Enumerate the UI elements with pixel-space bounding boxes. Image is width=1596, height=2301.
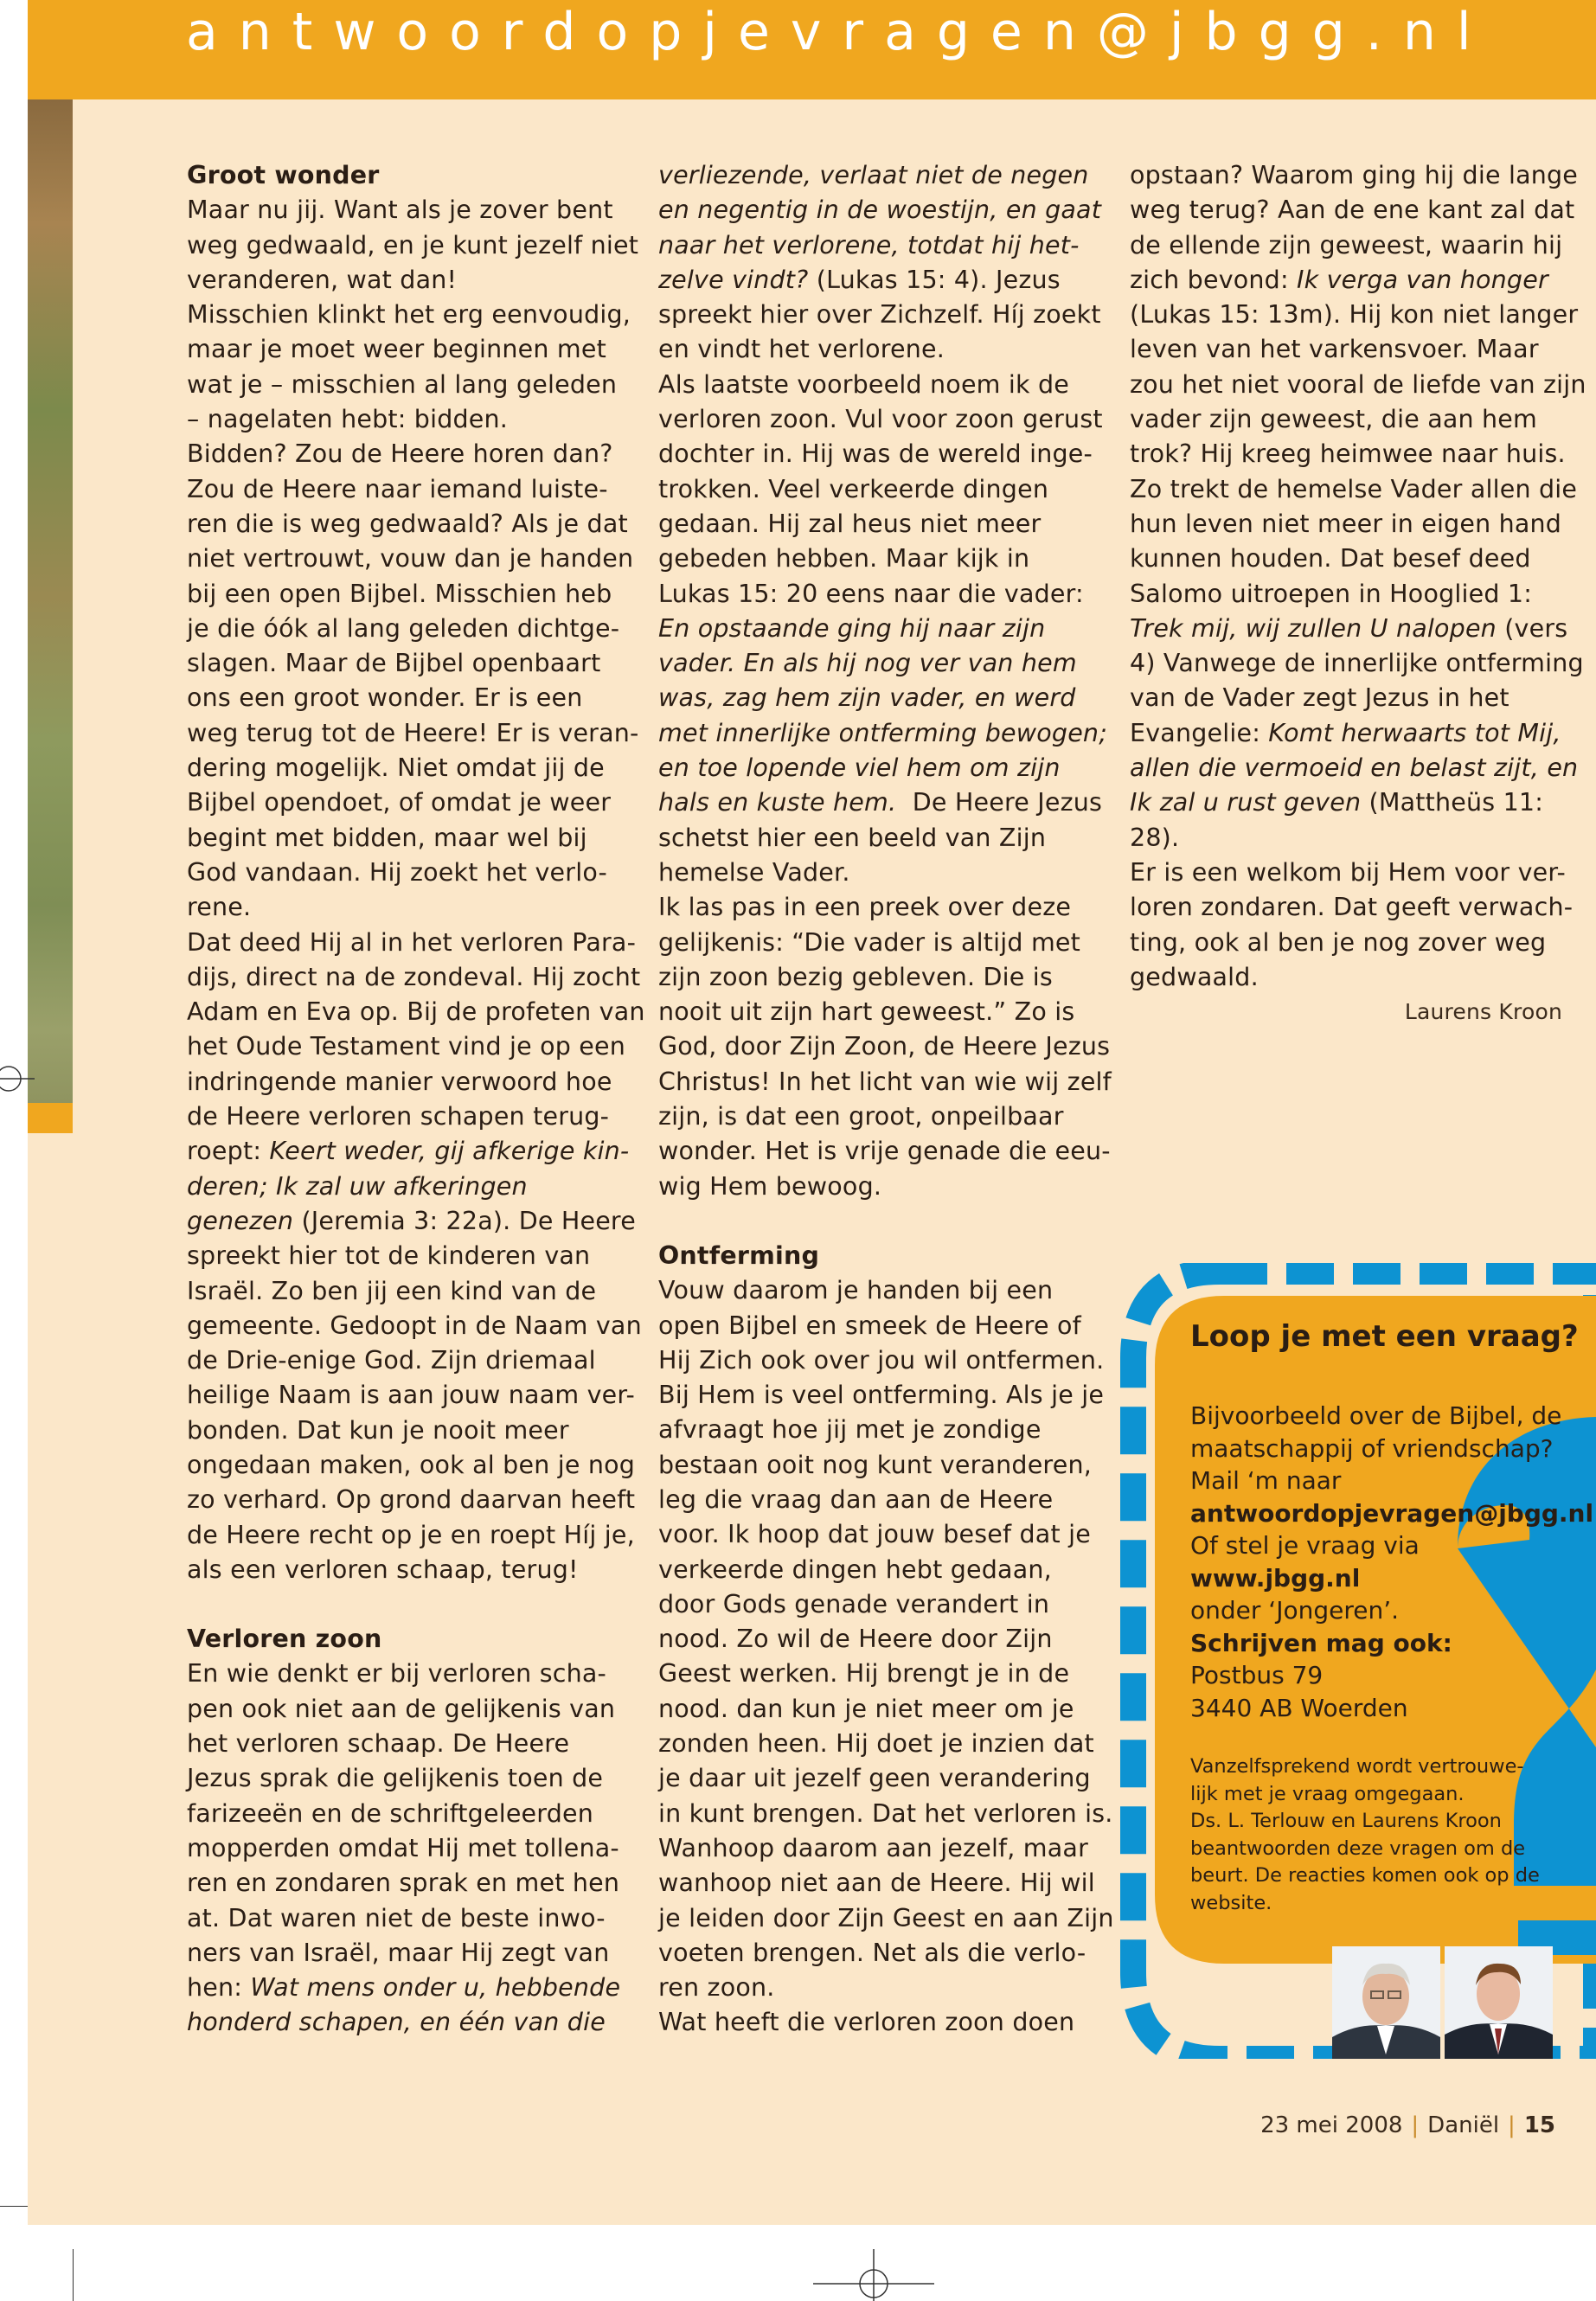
section-heading-ontferming: Ontferming xyxy=(658,1240,820,1270)
text-line: genezen (Jeremia 3: 22a). De Heere xyxy=(187,1206,636,1235)
side-photo-strip xyxy=(28,99,73,1133)
text-line: deren; Ik zal uw afkeringen xyxy=(187,1171,528,1201)
text-line: honderd schapen, en één van die xyxy=(187,2008,606,2037)
footer-magazine: Daniël xyxy=(1427,2112,1500,2138)
text-line: veranderen, wat dan! xyxy=(187,265,458,294)
text-line: roept: Keert weder, gij afkerige kin- xyxy=(187,1137,630,1166)
text-line: Dat deed Hij al in het verloren Para- xyxy=(187,927,637,957)
text-line: bestaan ooit nog kunt veranderen, xyxy=(658,1450,1092,1479)
header-email-banner: antwoordopjevragen@jbgg.nl xyxy=(186,2,1492,62)
text-line: hals en kuste hem. De Heere Jezus xyxy=(658,788,1103,817)
infobox-title: Loop je met een vraag? xyxy=(1190,1319,1579,1354)
text-line: kunnen houden. Dat besef deed xyxy=(1130,544,1531,574)
text-line: God vandaan. Hij zoekt het verlo- xyxy=(187,857,607,887)
paragraph-lines xyxy=(187,1239,642,1587)
infobox-line: Mail ‘m naar xyxy=(1190,1466,1342,1495)
text-line: weg terug? Aan de ene kant zal dat xyxy=(1130,195,1575,225)
text-line: allen die vermoeid en belast zijt, en xyxy=(1130,753,1579,783)
text-line: gemeente. Gedoopt in de Naam van xyxy=(187,1311,642,1340)
text-line: loren zondaren. Dat geeft verwach- xyxy=(1130,893,1574,922)
text-line: En opstaande ging hij naar zijn xyxy=(658,613,1046,643)
text-line: van de Vader zegt Jezus in het xyxy=(1130,683,1509,713)
infobox-line: Bijvoorbeeld over de Bijbel, de xyxy=(1190,1401,1562,1430)
text-line: indringende manier verwoord hoe xyxy=(187,1067,612,1096)
text-line: maar je moet weer beginnen met xyxy=(187,335,606,364)
text-line: farizeeën en de schriftgeleerden xyxy=(187,1798,593,1828)
text-line: open Bijbel en smeek de Heere of xyxy=(658,1311,1081,1340)
text-line: ren die is weg gedwaald? Als je dat xyxy=(187,509,628,538)
text-line: Ds. L. Terlouw en Laurens Kroon xyxy=(1190,1810,1502,1832)
text-line: En wie denkt er bij verloren scha- xyxy=(187,1659,607,1689)
text-line: Salomo uitroepen in Hooglied 1: xyxy=(1130,579,1533,608)
paragraph-lines xyxy=(187,1657,628,1971)
text-line: je daar uit jezelf geen verandering xyxy=(658,1764,1091,1793)
text-line: in kunt brengen. Dat het verloren is. xyxy=(658,1798,1113,1828)
text-line: Bij Hem is veel ontferming. Als je je xyxy=(658,1381,1105,1410)
text-line: afvraagt hoe jij met je zondige xyxy=(658,1415,1042,1445)
text-line: ons een groot wonder. Er is een xyxy=(187,683,583,713)
text-line: ren zoon. xyxy=(658,1973,775,2003)
text-line: zich bevond: Ik verga van honger xyxy=(1130,265,1548,294)
text-line: dijs, direct na de zondeval. Hij zocht xyxy=(187,962,641,991)
portrait-kroon xyxy=(1445,1946,1553,2059)
infobox-line: Of stel je vraag via xyxy=(1190,1531,1420,1560)
text-line: naar het verlorene, totdat hij het- xyxy=(658,230,1080,260)
text-line: door Gods genade verandert in xyxy=(658,1589,1050,1618)
text-line: hemelse Vader. xyxy=(658,857,850,887)
text-line: ren en zondaren sprak en met hen xyxy=(187,1868,620,1898)
text-line: schetst hier een beeld van Zijn xyxy=(658,823,1047,852)
text-line: zonden heen. Hij doet je inzien dat xyxy=(658,1729,1094,1759)
text-line: slagen. Maar de Bijbel openbaart xyxy=(187,649,601,678)
text-line: opstaan? Waarom ging hij die lange xyxy=(1130,161,1579,189)
postal-address-line: 3440 AB Woerden xyxy=(1190,1693,1408,1722)
text-line: gelijkenis: “Die vader is altijd met xyxy=(658,927,1081,957)
text-line: nood. Zo wil de Heere door Zijn xyxy=(658,1625,1053,1654)
text-line: Lukas 15: 20 eens naar die vader: xyxy=(658,579,1084,608)
text-line: mopperden omdat Hij met tollena- xyxy=(187,1833,619,1862)
text-line: zijn zoon bezig gebleven. Die is xyxy=(658,962,1053,991)
text-line: leven van het varkensvoer. Maar xyxy=(1130,335,1539,364)
text-line: Israël. Zo ben jij een kind van de xyxy=(187,1276,597,1305)
text-line: bij een open Bijbel. Misschien heb xyxy=(187,579,612,608)
text-line: Adam en Eva op. Bij de profeten van xyxy=(187,997,645,1027)
text-line: weg terug tot de Heere! Er is veran- xyxy=(187,718,639,747)
text-line: pen ook niet aan de gelijkenis van xyxy=(187,1694,616,1723)
text-line: Vouw daarom je handen bij een xyxy=(658,1276,1054,1305)
text-line: Christus! In het licht van wie wij zelf xyxy=(658,1067,1112,1096)
text-line: verloren zoon. Vul voor zoon gerust xyxy=(658,405,1103,434)
text-line: voeten brengen. Net als die verlo- xyxy=(658,1938,1086,1967)
text-line: je die óók al lang geleden dichtge- xyxy=(187,613,620,643)
text-line: de Heere recht op je en roept Híj je, xyxy=(187,1520,635,1549)
text-line: hun leven niet meer in eigen hand xyxy=(1130,509,1562,538)
text-line: en toe lopende viel hem om zijn xyxy=(658,753,1061,783)
text-line: gebeden hebben. Maar kijk in xyxy=(658,544,1030,574)
text-line: vader. En als hij nog ver van hem xyxy=(658,649,1077,678)
text-line: gedwaald. xyxy=(1130,962,1259,991)
website-link[interactable]: www.jbgg.nl xyxy=(1190,1563,1361,1593)
text-line: trokken. Veel verkeerde dingen xyxy=(658,474,1049,503)
paragraph-lines xyxy=(658,158,1102,263)
text-line: wig Hem bewoog. xyxy=(658,1171,882,1201)
article-column-3 xyxy=(1130,158,1586,1029)
text-line: Ik zal u rust geven (Mattheüs 11: xyxy=(1130,788,1544,817)
text-line: heilige Naam is aan jouw naam ver- xyxy=(187,1381,635,1410)
text-line: met innerlijke ontferming bewogen; xyxy=(658,718,1107,747)
infobox-line: Schrijven mag ook: xyxy=(1190,1628,1452,1657)
text-line: Bijbel opendoet, of omdat je weer xyxy=(187,788,612,817)
text-line: Zou de Heere naar iemand luiste- xyxy=(187,474,608,503)
text-line: Misschien klinkt het erg eenvoudig, xyxy=(187,300,631,330)
text-line: bonden. Dat kun je nooit meer xyxy=(187,1415,569,1445)
article-column-1 xyxy=(187,158,645,2041)
infobox-line: onder ‘Jongeren’. xyxy=(1190,1596,1399,1625)
text-line: beurt. De reacties komen ook op de xyxy=(1190,1864,1540,1887)
text-line: de Heere verloren schapen terug- xyxy=(187,1102,610,1131)
text-line: verliezende, verlaat niet de negen xyxy=(658,161,1089,189)
registration-mark xyxy=(0,1057,43,1100)
text-line: de Drie-enige God. Zijn driemaal xyxy=(187,1346,596,1375)
text-line: het Oude Testament vind je op een xyxy=(187,1032,626,1061)
text-line: nooit uit zijn hart geweest.” Zo is xyxy=(658,997,1075,1027)
text-line: Zo trekt de hemelse Vader allen die xyxy=(1130,474,1578,503)
email-link[interactable]: antwoordopjevragen@jbgg.nl xyxy=(1190,1498,1594,1528)
text-line: was, zag hem zijn vader, en werd xyxy=(658,683,1076,713)
text-line: verkeerde dingen hebt gedaan, xyxy=(658,1554,1052,1584)
text-line: Vanzelfsprekend wordt vertrouwe- xyxy=(1190,1755,1524,1778)
text-line: weg gedwaald, en je kunt jezelf niet xyxy=(187,230,639,260)
section-heading-groot-wonder: Groot wonder xyxy=(187,161,380,189)
paragraph-lines xyxy=(658,612,1107,785)
crop-mark xyxy=(0,2206,28,2207)
text-line: en vindt het verlorene. xyxy=(658,335,945,364)
text-line: Ik las pas in een preek over deze xyxy=(658,893,1072,922)
text-line: je leiden door Zijn Geest en aan Zijn xyxy=(658,1903,1114,1932)
paragraph-lines xyxy=(1130,646,1584,716)
text-line: wat je – misschien al lang geleden xyxy=(187,369,618,399)
text-line: lijk met je vraag omgegaan. xyxy=(1190,1782,1465,1805)
text-line: leg die vraag dan aan de Heere xyxy=(658,1484,1054,1514)
text-line: Wanhoop daarom aan jezelf, maar xyxy=(658,1833,1089,1862)
text-line: als een verloren schaap, terug! xyxy=(187,1554,579,1584)
text-line: niet vertrouwt, vouw dan je handen xyxy=(187,544,634,574)
text-line: Geest werken. Hij brengt je in de xyxy=(658,1659,1070,1689)
text-line: spreekt hier over Zichzelf. Híj zoekt xyxy=(658,300,1101,330)
text-line: het verloren schaap. De Heere xyxy=(187,1729,570,1759)
text-line: trok? Hij kreeg heimwee naar huis. xyxy=(1130,439,1566,469)
text-line: Maar nu jij. Want als je zover bent xyxy=(187,195,613,225)
paragraph-lines xyxy=(658,298,1103,612)
text-line: Bidden? Zou de Heere horen dan? xyxy=(187,439,613,469)
text-line: hen: Wat mens onder u, hebbende xyxy=(187,1973,621,2003)
infobox-body xyxy=(1190,1400,1593,1724)
text-line: vader zijn geweest, die aan hem xyxy=(1130,405,1538,434)
text-line: zou het niet vooral de liefde van zijn xyxy=(1130,369,1586,399)
text-line: dering mogelijk. Niet omdat jij de xyxy=(187,753,605,783)
text-line: nood. dan kun je niet meer om je xyxy=(658,1694,1074,1723)
text-line: wanhoop niet aan de Heere. Hij wil xyxy=(658,1868,1095,1898)
postal-address-line: Postbus 79 xyxy=(1190,1661,1324,1689)
paragraph-lines xyxy=(1130,158,1579,263)
text-line: beantwoorden deze vragen om de xyxy=(1190,1836,1526,1860)
text-line: dochter in. Hij was de wereld inge- xyxy=(658,439,1093,469)
portrait-terlouw xyxy=(1332,1946,1440,2059)
text-line: rene. xyxy=(187,893,252,922)
footer-date: 23 mei 2008 xyxy=(1260,2112,1403,2138)
section-heading-verloren-zoon: Verloren zoon xyxy=(187,1625,382,1654)
text-line: God, door Zijn Zoon, de Heere Jezus xyxy=(658,1032,1111,1061)
author-signature: Laurens Kroon xyxy=(1404,999,1562,1025)
text-line: wonder. Het is vrije genade die eeu- xyxy=(658,1137,1111,1166)
text-line: voor. Ik hoop dat jouw besef dat je xyxy=(658,1520,1091,1549)
text-line: ners van Israël, maar Hij zegt van xyxy=(187,1938,610,1967)
page-footer: 23 mei 2008 | Daniël | 15 xyxy=(1260,2112,1555,2138)
text-line: (Lukas 15: 13m). Hij kon niet langer xyxy=(1130,300,1579,330)
paragraph-lines xyxy=(658,821,1112,1204)
text-line: ongedaan maken, ook al ben je nog xyxy=(187,1450,636,1479)
infobox-fineprint xyxy=(1190,1753,1540,1917)
text-line: Jezus sprak die gelijkenis toen de xyxy=(187,1764,604,1793)
article-column-2 xyxy=(658,158,1114,2041)
text-line: Trek mij, wij zullen U nalopen (vers xyxy=(1130,613,1568,643)
text-line: en negentig in de woestijn, en gaat xyxy=(658,195,1102,225)
paragraph-lines xyxy=(1130,821,1574,995)
text-line: zijn, is dat een groot, onpeilbaar xyxy=(658,1102,1064,1131)
page-number: 15 xyxy=(1523,2112,1555,2138)
side-photo-accent xyxy=(28,1103,73,1133)
text-line: 28). xyxy=(1130,823,1180,852)
text-line: 4) Vanwege de innerlijke ontferming xyxy=(1130,649,1584,678)
text-line: zelve vindt? (Lukas 15: 4). Jezus xyxy=(658,265,1061,294)
text-line: Er is een welkom bij Hem voor ver- xyxy=(1130,857,1566,887)
text-line: – nagelaten hebt: bidden. xyxy=(187,405,509,434)
text-line: Hij Zich ook over jou wil ontfermen. xyxy=(658,1345,1105,1375)
text-line: spreekt hier tot de kinderen van xyxy=(187,1241,591,1271)
text-line: de ellende zijn geweest, waarin hij xyxy=(1130,230,1563,260)
text-line: ting, ook al ben je nog zover weg xyxy=(1130,927,1547,957)
text-line: website. xyxy=(1190,1891,1272,1914)
paragraph-lines xyxy=(1130,298,1586,612)
text-line: gedaan. Hij zal heus niet meer xyxy=(658,509,1042,538)
text-line: Als laatste voorbeeld noem ik de xyxy=(658,369,1070,399)
paragraph-lines xyxy=(187,193,645,1134)
paragraph-lines xyxy=(658,1273,1114,2041)
text-line: Wat heeft die verloren zoon doen xyxy=(658,2008,1075,2037)
registration-mark xyxy=(813,2249,934,2301)
crop-mark xyxy=(73,2249,74,2301)
text-line: Evangelie: Komt herwaarts tot Mij, xyxy=(1130,718,1561,747)
text-line: at. Dat waren niet de beste inwo- xyxy=(187,1903,606,1932)
question-infobox xyxy=(1116,1263,1596,2059)
text-line: zo verhard. Op grond daarvan heeft xyxy=(187,1485,636,1515)
infobox-line: maatschappij of vriendschap? xyxy=(1190,1433,1554,1463)
text-line: begint met bidden, maar wel bij xyxy=(187,823,587,852)
